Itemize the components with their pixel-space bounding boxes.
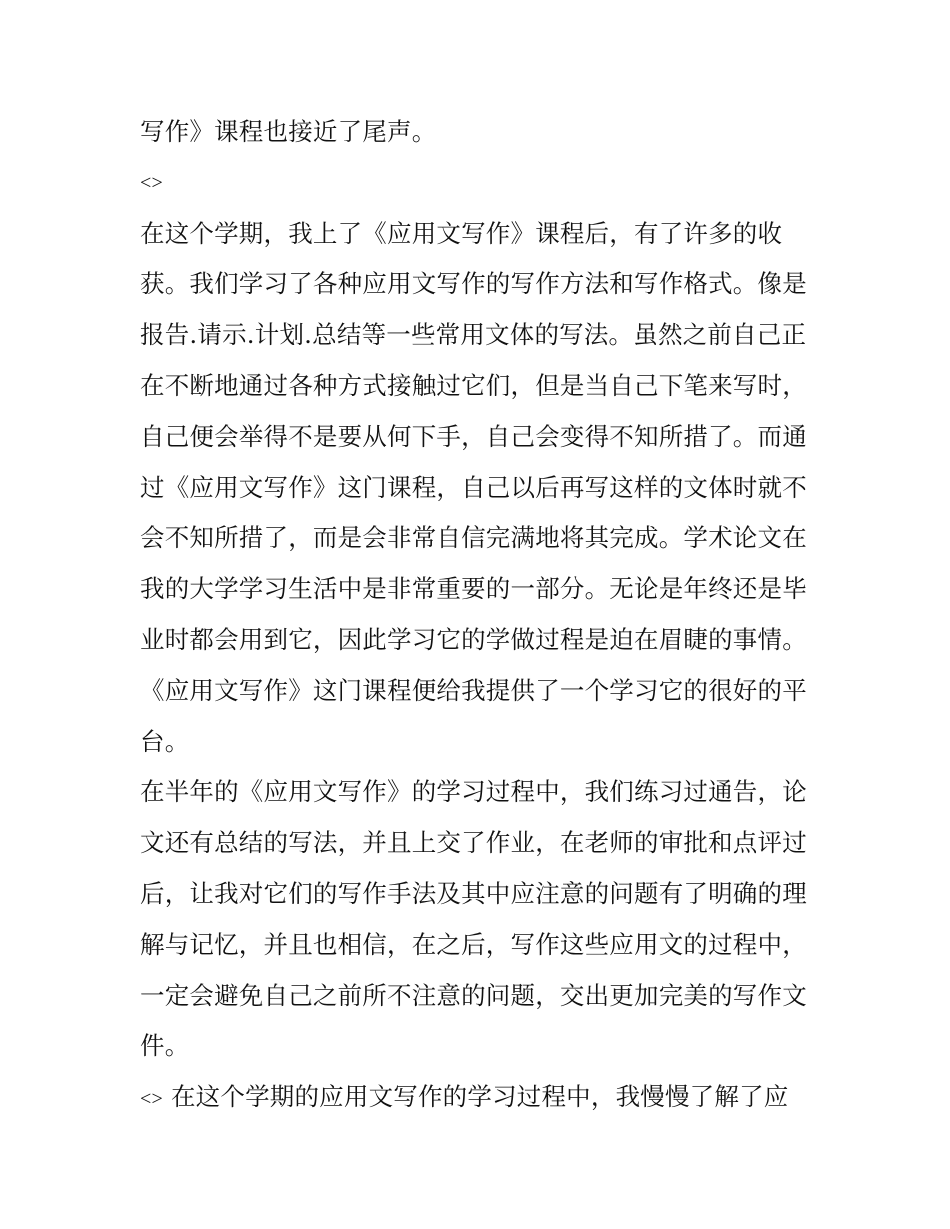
inline-marker: <> xyxy=(140,1088,163,1111)
last-line-text: 在这个学期的应用文写作的学习过程中，我慢慢了解了应 xyxy=(170,1082,789,1112)
text-line: 在这个学期，我上了《应用文写作》课程后，有了许多的收 xyxy=(140,218,783,248)
text-line: 件。 xyxy=(140,1031,190,1061)
text-line: 业时都会用到它，因此学习它的学做过程是迫在眉睫的事情。 xyxy=(140,624,807,654)
text-line: <> xyxy=(140,171,163,194)
text-line: 《应用文写作》这门课程便给我提供了一个学习它的很好的平 xyxy=(140,675,807,705)
text-line: 后，让我对它们的写作手法及其中应注意的问题有了明确的理 xyxy=(140,878,807,908)
text-line: 获。我们学习了各种应用文写作的写作方法和写作格式。像是 xyxy=(140,269,807,299)
text-line: 解与记忆，并且也相信，在之后，写作这些应用文的过程中， xyxy=(140,929,807,959)
text-line: 会不知所措了，而是会非常自信完满地将其完成。学术论文在 xyxy=(140,523,807,553)
text-line: 在半年的《应用文写作》的学习过程中，我们练习过通告，论 xyxy=(140,777,807,807)
text-line: 过《应用文写作》这门课程，自己以后再写这样的文体时就不 xyxy=(140,472,807,502)
text-line: 写作》课程也接近了尾声。 xyxy=(140,117,437,146)
text-line: 我的大学学习生活中是非常重要的一部分。无论是年终还是毕 xyxy=(140,574,807,604)
text-line: 文还有总结的写法，并且上交了作业，在老师的审批和点评过 xyxy=(140,828,807,858)
text-line: 报告.请示.计划.总结等一些常用文体的写法。虽然之前自己正 xyxy=(140,320,807,350)
text-line: 自己便会举得不是要从何下手，自己会变得不知所措了。而通 xyxy=(140,421,807,451)
text-line-last xyxy=(140,1072,820,1123)
text-line: 台。 xyxy=(140,726,190,756)
text-line: 在不断地通过各种方式接触过它们，但是当自己下笔来写时， xyxy=(140,370,807,400)
document-body xyxy=(140,107,820,1123)
text-line: 一定会避免自己之前所不注意的问题，交出更加完美的写作文 xyxy=(140,980,807,1010)
